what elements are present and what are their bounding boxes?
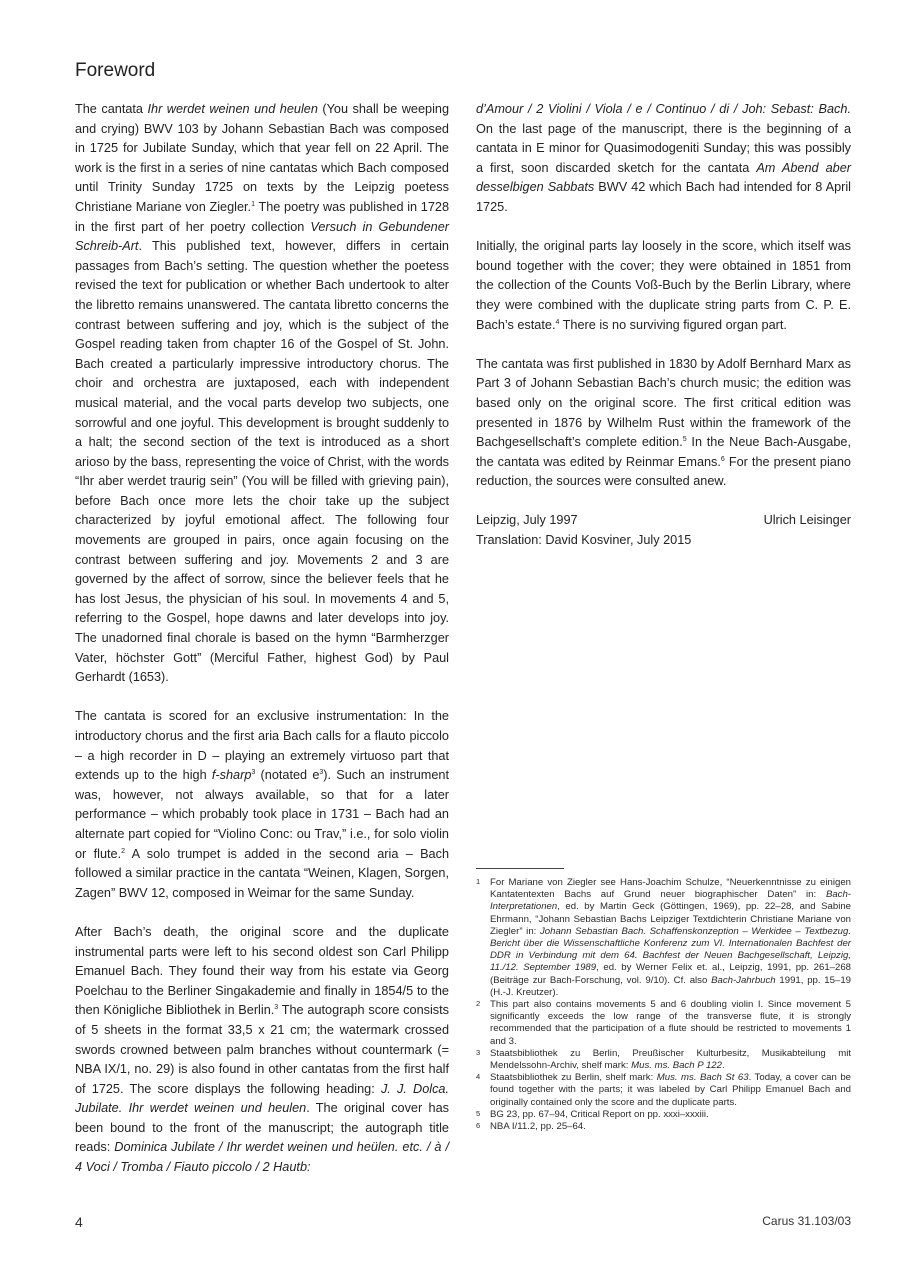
paragraph: The cantata Ihr werdet weinen und heulen (You shall be weeping and crying) BWV 103 by Johann Sebastian Bach was composed in 1725 for Jubilate Sunday, which that year fell on 22 April. The work is the first in a series of nine cantatas which Bach composed until Trinity Sunday 1725 on texts by the Leipzig poetess Christiane Mariane von Ziegler.$^1$ The poetry was published in 1728 in the first part of her poetry collection Versuch in Gebundener Schreib-Art. This published text, however, differs in certain passages from Bach’s setting. The question whether the poetess revised the text for publication or whether Bach undertook to alter the libretto remains unanswered. The cantata libretto concerns the contrast between suffering and joy, which is the subject of the Gospel reading taken from chapter 16 of the Gospel of St. John. Bach created a particularly impressive introductory chorus. The choir and orchestra are juxtaposed, each with independent musical material, and the vocal parts develop two subjects, one sorrowful and one joyful. This development is brought suddenly to a halt; the second section of the text is introduced as a short arioso by the bass, representing the voice of Christ, with the words “Ihr aber werdet traurig sein” (You will be filled with grieving pain), before Bach once more lets the choir take up the subject characterized by joyful emotional affect. The following four movements are grouped in pairs, once again focusing on the contrast between suffering and joy. Movements 2 and 3 are governed by the affect of sorrow, since the believer feels that he has lost Jesus, the physician of his soul. In movements 4 and 5, referring to the Gospel, hope dawns and later develops into joy. The unadorned final chorale is based on the hymn “Barmherzger Vater, höchster Gott” (Merciful Father, highest God) by Paul Gerhardt (1653). [75, 102, 450, 685]
italic-text: Am Abend aber desselbigen Sabbats [476, 160, 851, 195]
footnote-list [476, 877, 851, 1133]
right-column [476, 100, 851, 570]
footnote-text: BG 23, pp. 67–94, Critical Report on pp. xxxi–xxxiii. [490, 1108, 709, 1120]
page-number: 4 [75, 1214, 83, 1230]
italic-text: Bach-Interpretationen [490, 889, 851, 913]
footnote-number: 6 [476, 1121, 481, 1131]
italic-text: Bach-Jahrbuch [711, 974, 776, 986]
footnote-text: NBA I/11.2, pp. 25–64. [490, 1121, 586, 1133]
italic-text: J. J. Dolca. Jubilate. Ihr werdet weinen und heulen [75, 1081, 450, 1116]
place-date: Leipzig, July 1997 [476, 513, 578, 528]
footnote-ref: 3 [251, 769, 256, 777]
footnote-ref: 3 [274, 1004, 279, 1012]
paragraph: The cantata was first published in 1830 by Adolf Bernhard Marx as Part 3 of Johann Sebastian Bach’s church music; the edition was based only on the original score. The first critical edition was presented in 1876 by Wilhelm Rust within the framework of the Bachgesellschaft’s complete edition.$^5$ In the Neue Bach-Ausgabe, the cantata was edited by Reinmar Emans.$^6$ For the present piano reduction, the sources were consulted anew. [476, 356, 852, 489]
paragraph: After Bach’s death, the original score and the duplicate instrumental parts were left to his second oldest son Carl Philipp Emanuel Bach. They found their way from his estate via Georg Poelchau to the Berliner Singakademie and finally in 1854/5 to the then Königliche Bibliothek in Berlin.$^3$ The autograph score consists of 5 sheets in the format 33,5 x 21 cm; the watermark crossed swords crowned between palm branches without countermark (= NBA IX/1, no. 29) is also found in other cantatas from the first half of 1725. The score displays the following heading: J. J. Dolca. Jubilate. Ihr werdet weinen und heulen. The original cover has been bound to the front of the manuscript; the autograph title reads: Dominica Jubilate / Ihr werdet weinen und heülen. etc. / à / 4 Voci / Tromba / Fiauto piccolo / 2 Hautb: [75, 924, 450, 1175]
footnote-ref: 3 [319, 769, 324, 777]
left-column [75, 100, 449, 1197]
page-footer [75, 1214, 851, 1230]
footnotes [476, 868, 851, 1133]
footnote [476, 1121, 851, 1133]
italic-text: Dominica Jubilate / Ihr werdet weinen und heülen. etc. / à / 4 Voci / Tromba / Fiauto piccolo / 2 Hautb: [75, 1140, 449, 1175]
paragraph: The cantata is scored for an exclusive instrumentation: In the introductory chorus and the first aria Bach calls for a flauto piccolo – a high recorder in D – playing an extremely virtuoso part that extends up to the high f-sharp$^3$ (notated $e^3$). Such an instrument was, however, not always available, so that for a later performance – which probably took place in 1731 – Bach had an alternate part copied for “Violino Conc: ou Trav,” i.e., for solo violin or flute.$^2$ A solo trumpet is added in the second aria – Bach followed a similar practice in the cantata “Weinen, Klagen, Sorgen, Zagen” BWV 12, composed in Weimar for the same Sunday. [75, 709, 450, 900]
translation-credit: Translation: David Kosviner, July 2015 [476, 533, 692, 548]
italic-text: Ihr werdet weinen und heulen [147, 102, 318, 116]
page-title: Foreword [75, 60, 156, 81]
footnote-text: For Mariane von Ziegler see Hans-Joachim Schulze, “Neuerkenntnisse zu einigen Kantatentexten Bachs auf Grund neuer biographischer Daten” in: Bach-Interpretationen, ed. by Martin Geck (Göttingen, 1969), pp. 22–28, and Sabine Ehrmann, “Johann Sebastian Bachs Leipziger Textdichterin Christiane Mariane von Ziegler” in: Johann Sebastian Bach. Schaffenskonzeption – Werkidee – Textbezug. Bericht über die Wissenschaftliche Konferenz zum VI. Internationalen Bachfest der DDR in Verbindung mit dem 64. Bachfest der Neuen Bachgesellschaft, Leipzig, 11./12. September 1989, ed. by Werner Felix et. al., Leipzig, 1991, pp. 261–268 (Beiträge zur Bach-Forschung, vol. 9/10). Cf. also Bach-Jahrbuch 1991, pp. 15–19 (H.-J. Kreutzer). [490, 877, 851, 998]
author-name: Ulrich Leisinger [763, 513, 851, 528]
italic-text: d’Amour / 2 Violini / Viola / e / Continuo / di / Joh: Sebast: Bach. [476, 102, 851, 116]
footnote [476, 999, 851, 1048]
italic-text: f-sharp [211, 768, 252, 783]
footnote-text: Staatsbibliothek zu Berlin, Preußischer Kulturbesitz, Musikabteilung mit Mendelssohn-Archiv, shelf mark: Mus. ms. Bach P 122. [490, 1047, 851, 1072]
footnote-ref: 4 [555, 318, 560, 326]
footnote-number: 3 [476, 1047, 481, 1057]
footnote-ref: 1 [251, 200, 255, 208]
italic-text: Johann Sebastian Bach. Schaffenskonzeption – Werkidee – Textbezug. Bericht über die Wissenschaftliche Konferenz zum VI. Internationalen Bachfest der DDR in Verbindung mit dem 64. Bachfest der Neuen Bachgesellschaft, Leipzig, 11./12. September 1989 [490, 925, 851, 974]
footnote [476, 1048, 851, 1072]
footnote-ref: 2 [121, 847, 126, 855]
paragraph: Initially, the original parts lay loosely in the score, which itself was bound together with the cover; they were obtained in 1851 from the collection of the Counts Voß-Buch by the Berlin Library, where they were combined with the duplicate string parts from C. P. E. Bach’s estate.$^4$ There is no surviving figured organ part. [476, 239, 851, 332]
italic-text: Mus. ms. Bach P 122 [631, 1060, 722, 1072]
footnote-text: Staatsbibliothek zu Berlin, shelf mark: Mus. ms. Bach St 63. Today, a cover can be found together with the parts; it was labeled by Carl Philipp Emanuel Bach and originally contained only the score and the duplicate parts. [490, 1072, 852, 1108]
italic-text: Versuch in Gebundener Schreib-Art [75, 219, 449, 254]
italic-text: Mus. ms. Bach St 63 [656, 1072, 749, 1084]
footnote-number: 5 [476, 1108, 481, 1118]
footnote-divider [476, 868, 564, 869]
footnote-number: 1 [476, 877, 481, 886]
footnote [476, 877, 851, 999]
footnote [476, 1109, 851, 1121]
footnote-ref: 5 [682, 436, 687, 444]
signature-line [476, 511, 851, 531]
footnote-text: This part also contains movements 5 and 6 doubling violin I. Since movement 5 significantly exceeds the low range of the transverse flute, it is strongly recommended that the participation of a flute should be restricted to movements 1 and 3. [490, 999, 851, 1047]
paragraph: d’Amour / 2 Violini / Viola / e / Continuo / di / Joh: Sebast: Bach. On the last page of the manuscript, there is the beginning of a cantata in E minor for Quasimodogeniti Sunday; this was possibly a first, soon discarded sketch for the cantata Am Abend aber desselbigen Sabbats BWV 42 which Bach had intended for 8 April 1725. [476, 102, 851, 214]
edition-label: Carus 31.103/03 [762, 1214, 851, 1228]
footnote-ref: 6 [720, 455, 725, 463]
footnote-number: 4 [476, 1072, 481, 1082]
footnote [476, 1072, 851, 1109]
footnote-number: 2 [476, 999, 481, 1009]
